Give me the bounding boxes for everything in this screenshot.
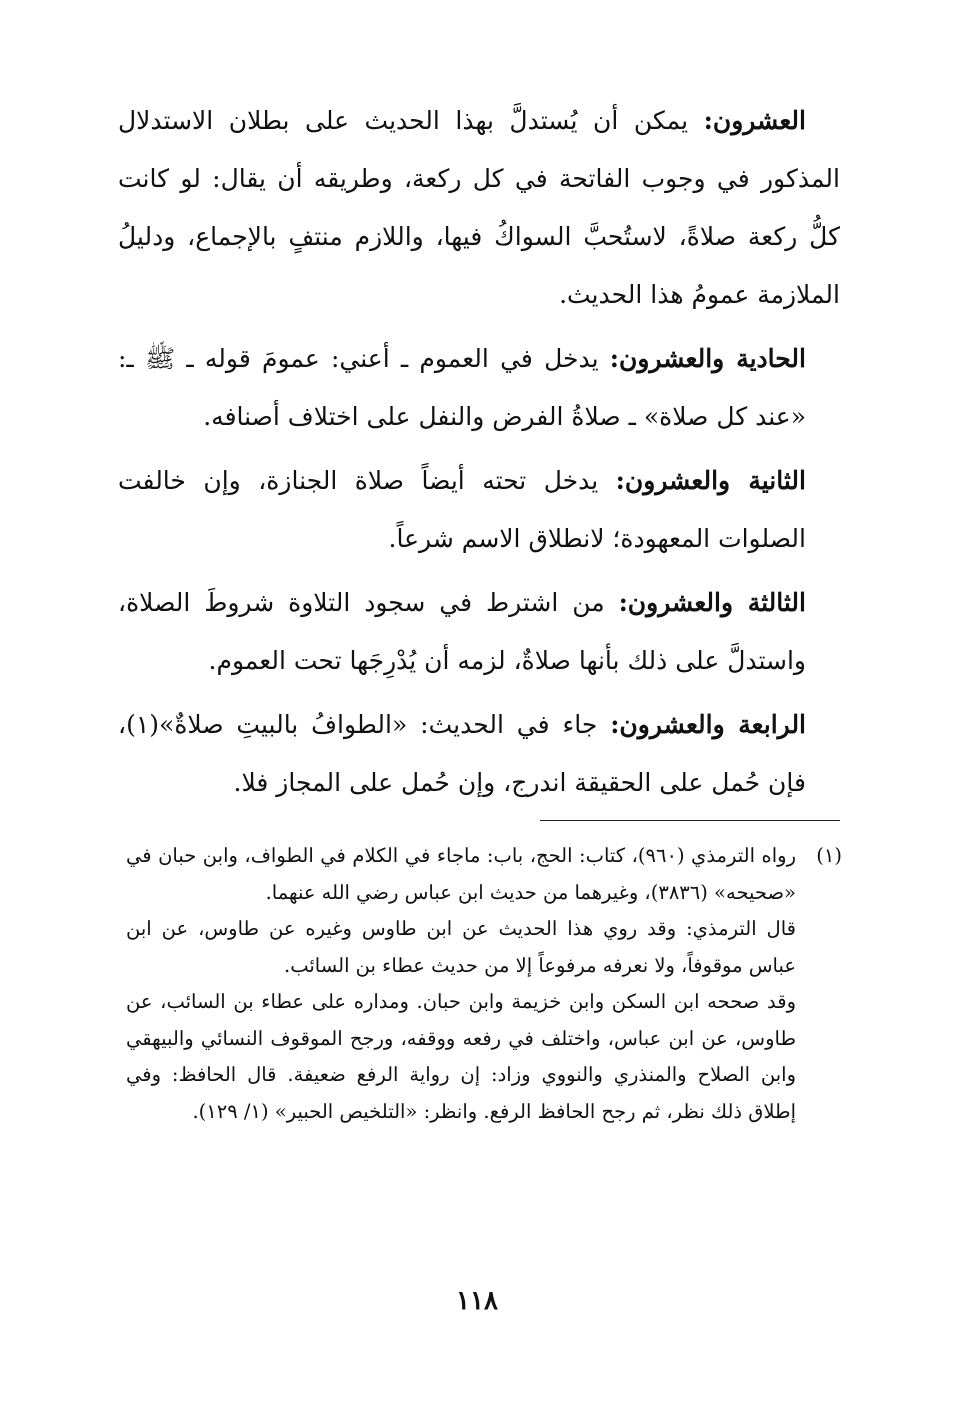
paragraph-21 [118, 330, 840, 446]
paragraph-lead: العشرون: [703, 106, 806, 135]
paragraph-20 [118, 92, 840, 324]
footnotes [126, 838, 842, 1130]
footnote-number: (١) [816, 844, 842, 867]
paragraph-text: جاء في الحديث: «الطوافُ بالبيتِ صلاةٌ»(١)، فإن حُمل على الحقيقة اندرج، وإن حُمل على المجاز فلا. [118, 710, 806, 797]
footnote-divider [540, 820, 840, 821]
paragraph-text: يمكن أن يُستدلَّ بهذا الحديث على بطلان الاستدلال المذكور في وجوب الفاتحة في كل ركعة، وطريقه أن يقال: لو كانت كلُّ ركعة صلاةً، لاستُحبَّ السواكُ فيها، واللازم منتفٍ بالإجماع، ودليلُ الملازمة عمومُ هذا الحديث. [118, 106, 840, 309]
main-text [118, 92, 840, 818]
paragraph-lead: الرابعة والعشرون: [610, 710, 807, 739]
footnote-body [126, 838, 796, 1130]
paragraph-lead: الثانية والعشرون: [615, 466, 806, 495]
paragraph-text: يدخل في العموم ـ أعني: عمومَ قوله ـ ﷺ ـ: «عند كل صلاة» ـ صلاةُ الفرض والنفل على اختلاف أصنافه. [118, 344, 806, 431]
footnote-paragraph: رواه الترمذي (٩٦٠)، كتاب: الحج، باب: ماجاء في الكلام في الطواف، وابن حبان في «صحيحه» (٣٨٣٦)، وغيرهما من حديث ابن عباس رضي الله عنهما. [126, 844, 796, 904]
paragraph-24 [118, 696, 840, 812]
paragraph-23 [118, 574, 840, 690]
paragraph-text: يدخل تحته أيضاً صلاة الجنازة، وإن خالفت الصلوات المعهودة؛ لانطلاق الاسم شرعاً. [118, 466, 806, 553]
paragraph-lead: الثالثة والعشرون: [618, 588, 806, 617]
paragraph-22 [118, 452, 840, 568]
footnote-paragraph: قال الترمذي: وقد روي هذا الحديث عن ابن طاوس وغيره عن طاوس، عن ابن عباس موقوفاً، ولا نعرفه مرفوعاً إلا من حديث عطاء بن السائب. [126, 917, 796, 977]
footnote-1 [126, 838, 842, 1130]
footnote-paragraph: وقد صححه ابن السكن وابن خزيمة وابن حبان. ومداره على عطاء بن السائب، عن طاوس، عن ابن عباس، واختلف في رفعه ووقفه، ورجح الموقوف النسائي والبيهقي وابن الصلاح والمنذري والنووي وزاد: إن رواية الرفع ضعيفة. قال الحافظ: وفي إطلاق ذلك نظر، ثم رجح الحافظ الرفع. وانظر: «التلخيص الحبير» (١/ ١٢٩). [126, 990, 796, 1123]
paragraph-text: من اشترط في سجود التلاوة شروطَ الصلاة، واستدلَّ على ذلك بأنها صلاةٌ، لزمه أن يُدْرِجَها تحت العموم. [118, 588, 806, 675]
paragraph-lead: الحادية والعشرون: [609, 344, 806, 373]
page-number: ١١٨ [456, 1286, 498, 1316]
